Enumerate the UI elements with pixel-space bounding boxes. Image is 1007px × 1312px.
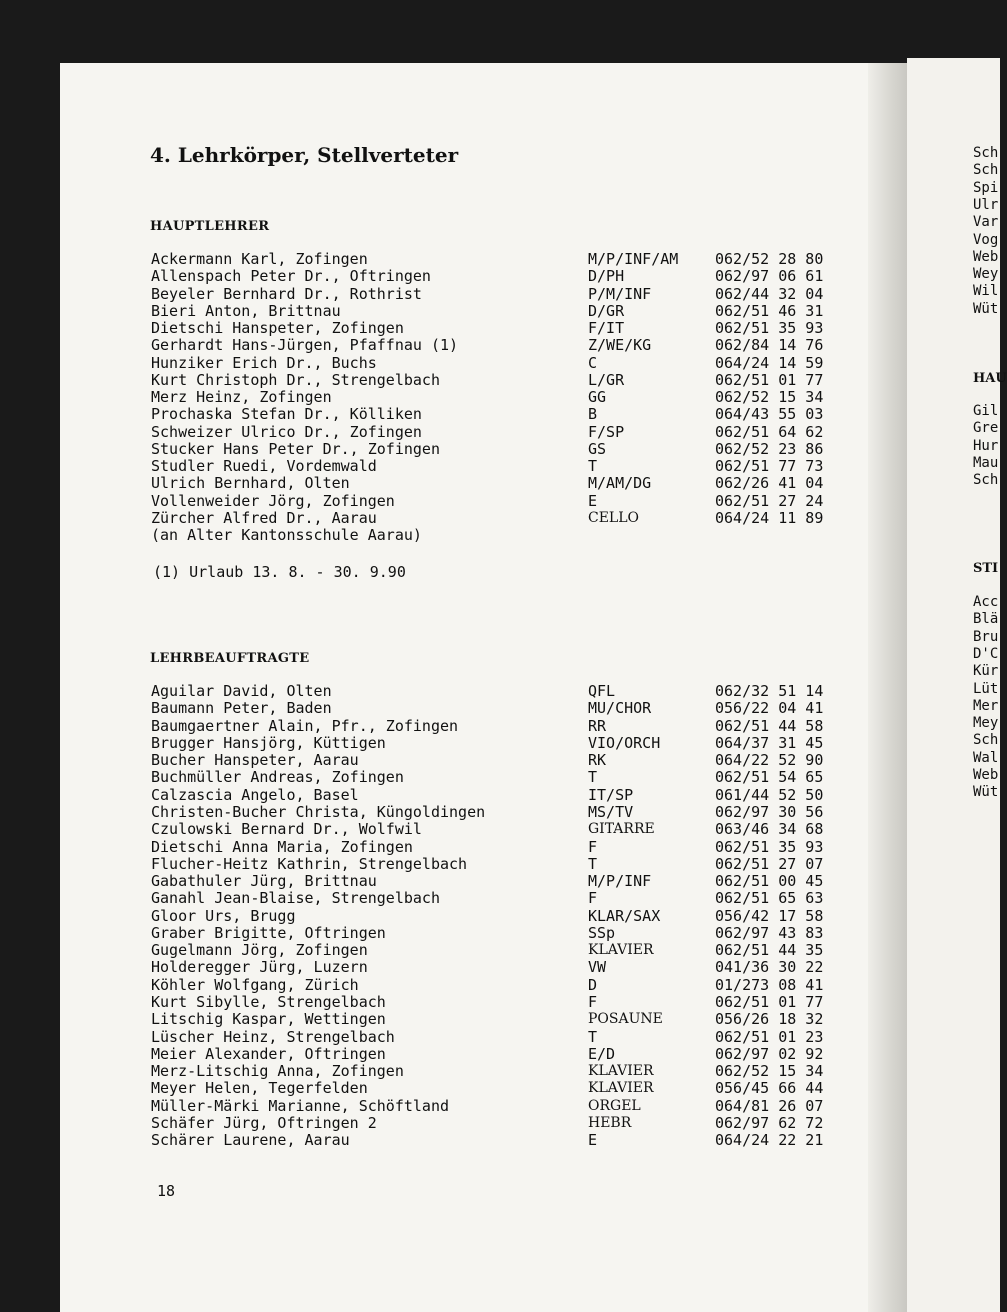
teacher-phone: 062/97 62 72: [715, 1114, 824, 1132]
right-page-line: Ulr: [973, 196, 999, 213]
right-page-line: Vog: [973, 231, 999, 248]
teacher-name: Ulrich Bernhard, Olten: [151, 474, 350, 493]
teacher-subject: GITARRE: [588, 821, 655, 838]
teacher-name: Beyeler Bernhard Dr., Rothrist: [151, 284, 422, 303]
teacher-name: Brugger Hansjörg, Küttigen: [151, 733, 386, 752]
teacher-name: Meyer Helen, Tegerfelden: [151, 1079, 368, 1098]
teacher-subject: F/IT: [588, 319, 625, 337]
right-page-line: Spi: [973, 179, 999, 196]
teacher-phone: 062/51 54 65: [715, 768, 824, 787]
page-title: 4. Lehrkörper, Stellverteter: [150, 143, 459, 167]
teacher-phone: 064/24 22 21: [715, 1131, 824, 1150]
teacher-name: Merz Heinz, Zofingen: [151, 388, 332, 406]
teacher-subject: RR: [588, 716, 607, 735]
teacher-subject: GG: [588, 388, 607, 406]
teacher-subject: IT/SP: [588, 785, 634, 804]
teacher-subject: SSp: [588, 923, 616, 942]
right-page-line: D'C: [973, 645, 999, 662]
right-page-line: Gre: [973, 420, 999, 437]
teacher-phone: 064/37 31 45: [715, 733, 824, 752]
teacher-phone: 062/97 43 83: [715, 923, 824, 942]
teacher-phone: 062/51 65 63: [715, 889, 824, 908]
right-page-heading: STI: [973, 561, 999, 576]
teacher-subject: M/AM/DG: [588, 474, 652, 493]
teacher-subject: VIO/ORCH: [588, 733, 661, 752]
teacher-phone: 062/26 41 04: [715, 474, 824, 493]
page-number: 18: [157, 1182, 176, 1200]
teacher-subject: T: [588, 457, 598, 475]
teacher-subject: T: [588, 768, 598, 787]
teacher-name: Litschig Kaspar, Wettingen: [151, 1010, 386, 1029]
teacher-phone: 062/51 01 77: [715, 370, 824, 389]
teacher-subject: D: [588, 975, 598, 994]
teacher-phone: 062/51 35 93: [715, 319, 824, 337]
teacher-name: Czulowski Bernard Dr., Wolfwil: [151, 820, 422, 839]
teacher-phone: 061/44 52 50: [715, 785, 824, 804]
teacher-name: Meier Alexander, Oftringen: [151, 1044, 386, 1063]
teacher-phone: 062/52 15 34: [715, 388, 824, 406]
right-page-line: Gil: [973, 403, 999, 419]
right-page-line: Blä: [973, 611, 999, 628]
teacher-subject: F: [588, 837, 598, 856]
teacher-phone: 064/81 26 07: [715, 1096, 824, 1115]
right-page-line: Mer: [973, 697, 999, 714]
page-gutter: [868, 63, 907, 1312]
teacher-name: Hunziker Erich Dr., Buchs: [151, 353, 377, 372]
teacher-subject: CELLO: [588, 509, 640, 526]
teacher-name: Dietschi Hanspeter, Zofingen: [151, 319, 404, 337]
teacher-name: Flucher-Heitz Kathrin, Strengelbach: [151, 854, 468, 873]
right-page-line: Sch: [973, 472, 999, 489]
teacher-subject: HEBR: [588, 1115, 632, 1131]
teacher-phone: 062/51 01 77: [715, 993, 824, 1012]
teacher-name: (an Alter Kantonsschule Aarau): [151, 526, 422, 544]
right-page-line: Var: [973, 214, 999, 231]
teacher-name: Vollenweider Jörg, Zofingen: [151, 491, 395, 510]
teacher-name: Kurt Christoph Dr., Strengelbach: [151, 370, 440, 389]
teacher-phone: 041/36 30 22: [715, 958, 824, 977]
right-page-line: Acc: [973, 594, 999, 610]
teacher-phone: 01/273 08 41: [715, 975, 824, 994]
teacher-subject: E/D: [588, 1044, 616, 1063]
teacher-name: Müller-Märki Marianne, Schöftland: [151, 1096, 450, 1115]
teacher-name: Aguilar David, Olten: [151, 682, 332, 700]
teacher-phone: 062/51 27 24: [715, 491, 824, 510]
teacher-name: Schweizer Ulrico Dr., Zofingen: [151, 422, 422, 441]
teacher-phone: 056/22 04 41: [715, 699, 824, 718]
section-heading-lehrbeauftragte: LEHRBEAUFTRAGTE: [150, 651, 310, 666]
teacher-phone: 062/51 35 93: [715, 837, 824, 856]
teacher-phone: 062/44 32 04: [715, 284, 824, 303]
teacher-name: Studler Ruedi, Vordemwald: [151, 457, 377, 475]
teacher-phone: 064/43 55 03: [715, 405, 824, 424]
teacher-subject: KLAVIER: [588, 1063, 654, 1080]
teacher-subject: L/GR: [588, 370, 625, 389]
teacher-phone: 062/97 02 92: [715, 1044, 824, 1063]
teacher-name: Buchmüller Andreas, Zofingen: [151, 768, 404, 787]
teacher-phone: 062/51 00 45: [715, 872, 824, 891]
right-page-line: Kür: [973, 663, 999, 680]
teacher-name: Zürcher Alfred Dr., Aarau: [151, 508, 377, 527]
teacher-phone: 062/51 01 23: [715, 1027, 824, 1046]
teacher-subject: M/P/INF/AM: [588, 250, 679, 268]
teacher-subject: P/M/INF: [588, 284, 652, 303]
right-page-line: Hur: [973, 437, 999, 454]
teacher-phone: 062/97 30 56: [715, 802, 824, 821]
right-page-line: Lüt: [973, 680, 999, 697]
teacher-phone: 062/52 15 34: [715, 1062, 824, 1081]
teacher-subject: F/SP: [588, 422, 625, 441]
right-page-line: Wil: [973, 283, 999, 300]
teacher-subject: RK: [588, 751, 607, 770]
teacher-subject: B: [588, 405, 598, 424]
teacher-subject: KLAVIER: [588, 1080, 654, 1097]
teacher-subject: D/PH: [588, 267, 625, 286]
right-page-line: Wüt: [973, 784, 999, 801]
right-page-heading: HAU: [973, 371, 1007, 386]
teacher-subject: E: [588, 491, 598, 510]
teacher-phone: 062/32 51 14: [715, 682, 824, 700]
teacher-subject: M/P/INF: [588, 872, 652, 891]
teacher-name: Schärer Laurene, Aarau: [151, 1131, 350, 1150]
teacher-name: Stucker Hans Peter Dr., Zofingen: [151, 439, 440, 458]
teacher-name: Kurt Sibylle, Strengelbach: [151, 993, 386, 1012]
right-page-line: Sch: [973, 162, 999, 179]
right-page-line: Web: [973, 248, 999, 265]
right-page-line: Web: [973, 767, 999, 783]
teacher-phone: 056/42 17 58: [715, 906, 824, 925]
teacher-phone: 062/51 77 73: [715, 457, 824, 475]
teacher-name: Calzascia Angelo, Basel: [151, 785, 359, 804]
teacher-name: Holderegger Jürg, Luzern: [151, 958, 368, 977]
teacher-phone: 062/97 06 61: [715, 267, 824, 286]
teacher-name: Schäfer Jürg, Oftringen 2: [151, 1114, 377, 1132]
teacher-phone: 062/51 27 07: [715, 854, 824, 873]
teacher-phone: 064/22 52 90: [715, 751, 824, 770]
teacher-phone: 062/51 46 31: [715, 301, 824, 320]
teacher-phone: 062/52 23 86: [715, 439, 824, 458]
teacher-subject: MS/TV: [588, 802, 634, 821]
teacher-phone: 056/45 66 44: [715, 1079, 824, 1098]
teacher-subject: D/GR: [588, 301, 625, 320]
teacher-name: Bucher Hanspeter, Aarau: [151, 751, 359, 770]
teacher-name: Gabathuler Jürg, Brittnau: [151, 872, 377, 891]
teacher-phone: 062/51 44 58: [715, 716, 824, 735]
right-page-line: Bru: [973, 628, 999, 645]
teacher-phone: 056/26 18 32: [715, 1010, 824, 1029]
teacher-subject: KLAVIER: [588, 942, 654, 959]
teacher-subject: MU/CHOR: [588, 699, 652, 718]
teacher-subject: KLAR/SAX: [588, 906, 661, 925]
teacher-subject: T: [588, 1027, 598, 1046]
teacher-subject: POSAUNE: [588, 1011, 663, 1028]
teacher-phone: 062/52 28 80: [715, 250, 824, 268]
footnote: (1) Urlaub 13. 8. - 30. 9.90: [153, 563, 406, 581]
teacher-name: Dietschi Anna Maria, Zofingen: [151, 837, 413, 856]
teacher-name: Allenspach Peter Dr., Oftringen: [151, 267, 431, 286]
teacher-subject: Z/WE/KG: [588, 336, 652, 355]
teacher-phone: 063/46 34 68: [715, 820, 824, 839]
teacher-name: Gerhardt Hans-Jürgen, Pfaffnau (1): [151, 336, 459, 355]
teacher-name: Merz-Litschig Anna, Zofingen: [151, 1062, 404, 1081]
teacher-name: Prochaska Stefan Dr., Kölliken: [151, 405, 422, 424]
teacher-phone: 062/84 14 76: [715, 336, 824, 355]
teacher-name: Ackermann Karl, Zofingen: [151, 250, 368, 268]
teacher-name: Ganahl Jean-Blaise, Strengelbach: [151, 889, 440, 908]
teacher-name: Baumann Peter, Baden: [151, 699, 332, 718]
teacher-name: Gugelmann Jörg, Zofingen: [151, 941, 368, 960]
teacher-subject: T: [588, 854, 598, 873]
teacher-phone: 064/24 11 89: [715, 508, 824, 527]
teacher-subject: QFL: [588, 682, 616, 700]
teacher-name: Bieri Anton, Brittnau: [151, 301, 341, 320]
right-page-line: Wüt: [973, 300, 999, 317]
teacher-subject: VW: [588, 958, 607, 977]
section-heading-hauptlehrer: HAUPTLEHRER: [150, 219, 270, 234]
right-page-line: Wey: [973, 266, 999, 283]
teacher-subject: F: [588, 889, 598, 908]
teacher-name: Graber Brigitte, Oftringen: [151, 923, 386, 942]
teacher-name: Christen-Bucher Christa, Küngoldingen: [151, 802, 486, 821]
right-page-line: Sch: [973, 145, 999, 161]
teacher-phone: 062/51 64 62: [715, 422, 824, 441]
teacher-phone: 062/51 44 35: [715, 941, 824, 960]
teacher-subject: GS: [588, 439, 607, 458]
teacher-subject: F: [588, 993, 598, 1012]
teacher-name: Köhler Wolfgang, Zürich: [151, 975, 359, 994]
right-page-line: Mey: [973, 715, 999, 732]
right-page-line: Mau: [973, 454, 999, 471]
teacher-name: Baumgaertner Alain, Pfr., Zofingen: [151, 716, 459, 735]
right-page-line: Sch: [973, 732, 999, 749]
teacher-phone: 064/24 14 59: [715, 353, 824, 372]
teacher-subject: C: [588, 353, 598, 372]
teacher-subject: E: [588, 1131, 598, 1150]
teacher-subject: ORGEL: [588, 1097, 641, 1114]
teacher-name: Lüscher Heinz, Strengelbach: [151, 1027, 395, 1046]
right-page-line: Wal: [973, 749, 999, 766]
teacher-name: Gloor Urs, Brugg: [151, 906, 296, 925]
